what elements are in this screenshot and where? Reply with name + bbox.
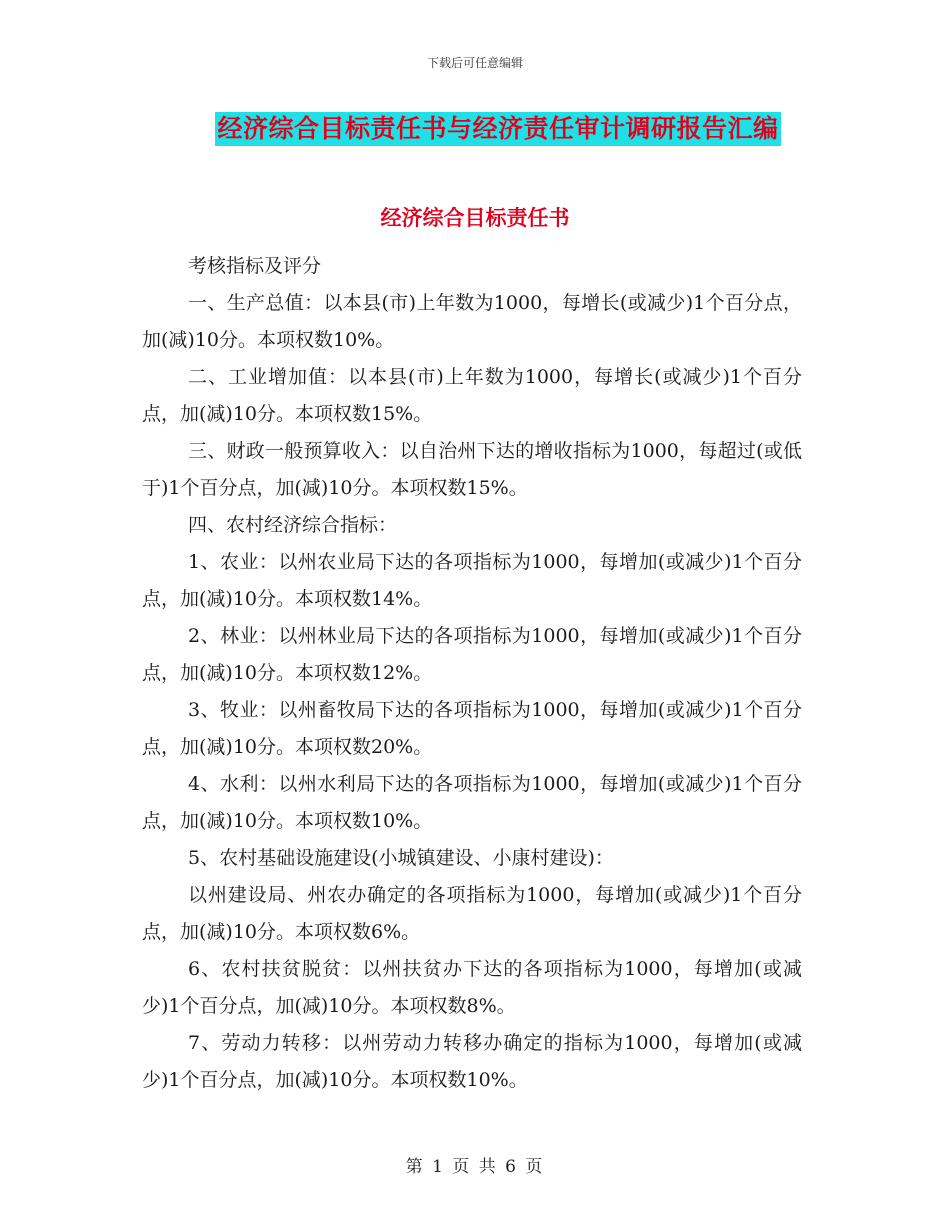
paragraph: 考核指标及评分 — [188, 255, 322, 277]
section-title: 经济综合目标责任书 — [380, 206, 570, 230]
header-note: 下载后可任意编辑 — [426, 56, 523, 70]
paragraph: 4、水利：以州水利局下达的各项指标为1000，每增加(或减少)1个百分点，加(减)10分。本项权数10%。 — [142, 773, 802, 832]
document-body — [142, 248, 802, 1099]
paragraph: 一、生产总值：以本县(市)上年数为1000，每增长(或减少)1个百分点，加(减)10分。本项权数10%。 — [142, 292, 802, 351]
paragraph: 以州建设局、州农办确定的各项指标为1000，每增加(或减少)1个百分点，加(减)10分。本项权数6%。 — [142, 884, 802, 943]
paragraph: 7、劳动力转移：以州劳动力转移办确定的指标为1000，每增加(或减少)1个百分点，加(减)10分。本项权数10%。 — [142, 1032, 802, 1091]
paragraph: 3、牧业：以州畜牧局下达的各项指标为1000，每增加(或减少)1个百分点，加(减)10分。本项权数20%。 — [142, 699, 802, 758]
main-title: 经济综合目标责任书与经济责任审计调研报告汇编 — [215, 112, 780, 146]
paragraph: 5、农村基础设施建设(小城镇建设、小康村建设)： — [188, 847, 614, 869]
paragraph: 2、林业：以州林业局下达的各项指标为1000，每增加(或减少)1个百分点，加(减)10分。本项权数12%。 — [142, 625, 802, 684]
paragraph: 四、农村经济综合指标： — [188, 514, 398, 536]
paragraph: 1、农业：以州农业局下达的各项指标为1000，每增加(或减少)1个百分点，加(减)10分。本项权数14%。 — [142, 551, 802, 610]
page-footer: 第 1 页 共 6 页 — [405, 1157, 545, 1177]
main-title-container — [0, 112, 950, 146]
paragraph: 二、工业增加值：以本县(市)上年数为1000，每增长(或减少)1个百分点，加(减)10分。本项权数15%。 — [142, 366, 802, 425]
paragraph: 三、财政一般预算收入：以自治州下达的增收指标为1000，每超过(或低于)1个百分点，加(减)10分。本项权数15%。 — [142, 440, 802, 499]
paragraph: 6、农村扶贫脱贫：以州扶贫办下达的各项指标为1000，每增加(或减少)1个百分点，加(减)10分。本项权数8%。 — [142, 958, 802, 1017]
